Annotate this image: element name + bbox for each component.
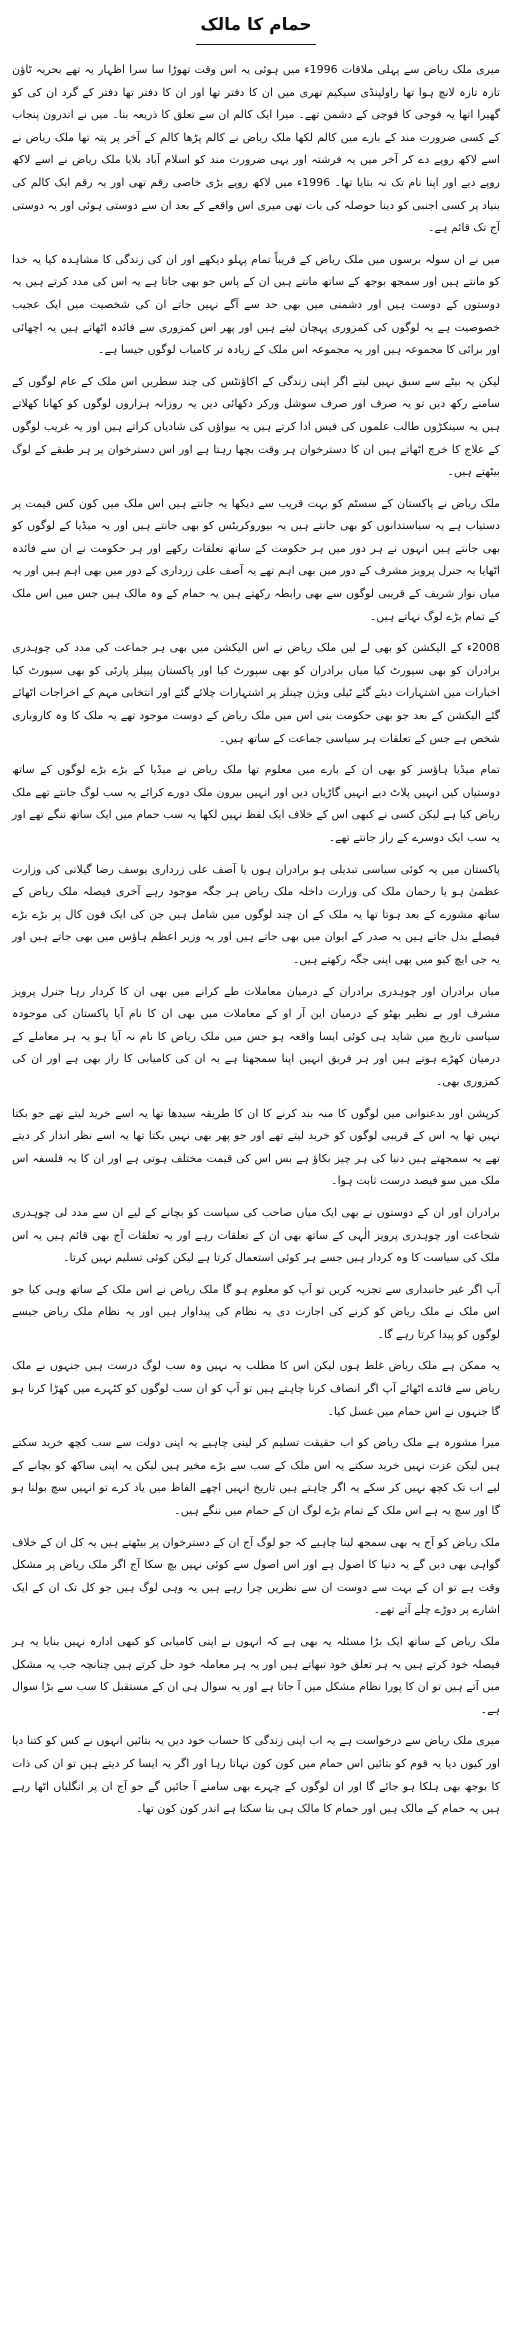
paragraph: پاکستان میں یہ کوئی سیاسی تبدیلی ہو برادران ہوں یا آصف علی زرداری یوسف رضا گیلانی کی وزارت عظمیٰ ہو یا رحمان ملک کی وزارت داخلہ ملک ریاض ہر جگہ موجود رہے آخری فیصلہ ملک ریاض کے ساتھ مشورے کے بعد ہوتا تھا یہ ملک کے ان چند لوگوں میں شامل ہیں جن کی ایک فون کال پر بڑے بڑے فیصلے بدل جاتے ہیں یہ صدر کے ایوان میں بھی جاتے ہیں اور یہ وزیر اعظم ہاؤس میں بھی جاتے ہیں اور یہ جی ایچ کیو میں بھی اپنی جگہ رکھتے ہیں۔ bbox=[12, 862, 500, 966]
paragraph: میرا مشورہ ہے ملک ریاض کو اب حقیقت تسلیم کر لینی چاہیے یہ اپنی دولت سے سب کچھ خرید سکتے ہیں لیکن عزت نہیں خرید سکتے یہ اس ملک کے سب سے بڑے مخیر ہیں لیکن یہ اپنی ساکھ کو بچانے کے لیے اب تک کچھ نہیں کر سکے یہ اگر چاہتے ہیں تاریخ انہیں اچھے الفاظ میں یاد کرے تو انہیں سچ بولنا ہو گا اور سچ یہ ہے اس ملک کے تمام بڑے لوگ ان کے حمام میں ننگے ہیں۔ bbox=[12, 1436, 500, 1518]
paragraph: کرپشن اور بدعنوانی میں لوگوں کا منہ بند کرنے کا ان کا طریقہ سیدھا تھا یہ اسے خرید لیتے تھے جو بکتا نہیں تھا یہ اس کے قریبی لوگوں کو خرید لیتے تھے اور جو پھر بھی نہیں بکتا تھا یہ اسے نظر انداز کر دیتے تھے یہ سمجھتے ہیں دنیا کی ہر چیز بکاؤ ہے بس اس کی قیمت مختلف ہوتی ہے اور ان کا یہ فلسفہ اس ملک میں سو فیصد درست ثابت ہوا۔ bbox=[12, 1106, 500, 1188]
paragraph: ملک ریاض کو آج یہ بھی سمجھ لینا چاہیے کہ جو لوگ آج ان کے دسترخوان پر بیٹھتے ہیں یہ کل ان کے خلاف گواہی بھی دیں گے یہ دنیا کا اصول ہے اور اس اصول سے کوئی نہیں بچ سکا آج اگر ملک ریاض پر مشکل وقت ہے تو ان کے بہت سے دوست ان سے نظریں چرا رہے ہیں یہ وہی لوگ ہیں جو کل تک ان کے ایک اشارے پر دوڑے چلے آتے تھے۔ bbox=[12, 1535, 500, 1617]
paragraph: ملک ریاض کے ساتھ ایک بڑا مسئلہ یہ بھی ہے کہ انہوں نے اپنی کامیابی کو کبھی ادارہ نہیں بنایا یہ ہر فیصلہ خود کرتے ہیں یہ ہر تعلق خود نبھاتے ہیں اور یہ ہر معاملہ خود حل کرتے ہیں چنانچہ جب یہ مشکل میں آتے ہیں تو ان کا پورا نظام مشکل میں آ جاتا ہے اور یہ سوال ہی ان کے مستقبل کا سب سے بڑا سوال ہے۔ bbox=[12, 1635, 500, 1716]
paragraph: تمام میڈیا ہاؤسز کو بھی ان کے بارے میں معلوم تھا ملک ریاض نے میڈیا کے بڑے بڑے لوگوں کے ساتھ دوستیاں کیں انہیں پلاٹ دیے انہیں گاڑیاں دیں اور انہیں بیرون ملک دورے کرائے یہ سب لوگ جانتے تھے ملک ریاض کیا ہے لیکن کسی نے کبھی اس کے خلاف ایک لفظ نہیں لکھا یہ سب حمام میں ایک ساتھ ننگے تھے اور یہ سب ایک دوسرے کے راز جانتے تھے۔ bbox=[12, 763, 500, 844]
paragraph: آپ اگر غیر جانبداری سے تجزیہ کریں تو آپ کو معلوم ہو گا ملک ریاض نے اس ملک کے ساتھ وہی کیا جو اس ملک نے ملک ریاض کو کرنے کی اجازت دی یہ نظام کی پیداوار ہیں اور یہ نظام ملک ریاض جیسے لوگوں کو پیدا کرتا رہے گا۔ bbox=[12, 1282, 500, 1341]
paragraph: برادران اور ان کے دوستوں نے بھی ایک میاں صاحب کی سیاست کو بچانے کے لیے ان سے مدد لی چوہدری شجاعت اور چوہدری پرویز الٰہی کے ساتھ بھی ان کے تعلقات رہے اور یہ تعلقات آج بھی قائم ہیں یہ اس ملک کی سیاست کا وہ کردار ہیں جسے ہر کوئی استعمال کرتا ہے لیکن کوئی تسلیم نہیں کرتا۔ bbox=[12, 1205, 500, 1265]
paragraph: لیکن یہ بیٹے سے سبق نہیں لیتے اگر اپنی زندگی کے اکاؤنٹس کی چند سطریں اس ملک کے عام لوگوں کے سامنے رکھ دیں تو یہ صرف اور صرف سوشل ورکر دکھائی دیں یہ روزانہ ہزاروں لوگوں کو کھانا کھلاتے ہیں یہ سینکڑوں طالب علموں کی فیس ادا کرتے ہیں یہ بیواؤں کی شادیاں کراتے ہیں اور یہ غریب لوگوں کے علاج کا خرچ اٹھاتے ہیں ان کا دسترخوان ہر وقت بچھا رہتا ہے اور اس دسترخوان پر ہر طبقے کے لوگ بیٹھتے ہیں۔ bbox=[12, 374, 500, 479]
article-title: حمام کا مالک bbox=[200, 15, 312, 35]
paragraph: میں نے ان سولہ برسوں میں ملک ریاض کے قریباً تمام پہلو دیکھے اور ان کی زندگی کا مشاہدہ کیا یہ خدا کو مانتے ہیں اور سمجھ بوجھ کے ساتھ مانتے ہیں ان کے پاس جو بھی جاتا ہے یہ اس کی مدد کرتے ہیں یہ دوستوں کے دوست ہیں اور دشمنی میں بھی حد سے آگے نہیں جاتے ان کی شخصیت میں ایک عجیب خصوصیت ہے یہ لوگوں کی کمزوری پہچان لیتے ہیں اور پھر اس کمزوری سے فائدہ اٹھاتے ہیں یہ اچھائی اور برائی کا مجموعہ ہیں اور یہ مجموعہ اس ملک کے زیادہ تر کامیاب لوگوں جیسا ہے۔ bbox=[12, 252, 500, 357]
paragraph: ملک ریاض نے پاکستان کے سسٹم کو بہت قریب سے دیکھا یہ جانتے ہیں اس ملک میں کون کس قیمت پر دستیاب ہے یہ سیاستدانوں کو بھی جانتے ہیں یہ بیوروکریٹس کو بھی جانتے ہیں اور یہ میڈیا کے لوگوں کو بھی جانتے ہیں انہوں نے ہر دور میں ہر حکومت کے ساتھ تعلقات رکھے اور ہر حکومت نے ان سے فائدہ اٹھایا یہ جنرل پرویز مشرف کے دور میں بھی اہم تھے یہ آصف علی زرداری کے دور میں بھی اہم ہیں اور یہ میاں نواز شریف کے قریبی لوگوں سے بھی رابطہ رکھتے ہیں یہ حمام کے وہ مالک ہیں جس میں اس ملک کے تمام بڑے لوگ نہاتے ہیں۔ bbox=[12, 496, 501, 623]
paragraph: میاں برادران اور چوہدری برادران کے درمیان معاملات طے کرانے میں بھی ان کا کردار رہا جنرل پرویز مشرف اور بے نظیر بھٹو کے درمیان این آر او کے معاملات میں بھی ان کا نام آیا پاکستان کی موجودہ سیاسی تاریخ میں شاید ہی کوئی ایسا واقعہ ہو جس میں ملک ریاض کا نام نہ آیا ہو یہ ہر معاملے کے درمیان کھڑے ہوتے ہیں اور ہر فریق انہیں اپنا سمجھتا ہے یہ ان کی کامیابی کا راز بھی ہے اور ان کی کمزوری بھی۔ bbox=[12, 984, 500, 1088]
paragraph: یہ ممکن ہے ملک ریاض غلط ہوں لیکن اس کا مطلب یہ نہیں وہ سب لوگ درست ہیں جنہوں نے ملک ریاض سے فائدے اٹھائے آپ اگر انصاف کرنا چاہتے ہیں تو آپ کو ان سب لوگوں کو کٹہرے میں کھڑا کرنا ہو گا جنہوں نے اس حمام میں غسل کیا۔ bbox=[12, 1359, 500, 1418]
title-underline bbox=[196, 44, 316, 45]
paragraph: میری ملک ریاض سے پہلی ملاقات 1996ء میں ہوئی یہ اس وقت تھوڑا سا سرا اظہار یہ تھے بحریہ ٹاؤن تازہ تازہ لانچ ہوا تھا راولپنڈی سیکیم تھری میں ان کا دفتر تھا اور ان کا دفتر تھا دفتر کے گرد ان کی کو گھیرا اتھا یہ فوجی کا فوجی کے دشمن تھے۔ میرا ایک کالم ان سے تعلق کا ذریعہ بنا۔ میں نے اندرون پنجاب کے کسی ضرورت مند کے بارے میں کالم لکھا ملک ریاض نے کالم پڑھا کالم کے آخر پر پتہ تھا ملک ریاض نے اسے لاکھ روپے دے کر آخر میں یہ فرشتہ اور یہی ضرورت مند کو اسلام آباد بلایا ملک ریاض نے اسے لاکھ روپے دیے اور اپنا نام تک نہ بتایا تھا۔ 1996ء میں لاکھ روپے بڑی خاصی رقم تھی اور یہ رقم ایک کالم کی بنیاد پر کسی اجنبی کو دینا حوصلہ کی بات تھی میری اس واقعے کے بعد ان سے دوستی ہوئی اور یہ دوستی آج تک قائم ہے۔ bbox=[12, 63, 500, 235]
paragraph: 2008ء کے الیکشن کو بھی لے لیں ملک ریاض نے اس الیکشن میں بھی ہر جماعت کی مدد کی چوہدری برادران کو بھی سپورٹ کیا میاں برادران کو بھی سپورٹ کیا اور پاکستان پیپلز پارٹی کو بھی سپورٹ کیا اخبارات میں اشتہارات دیئے گئے ٹیلی ویژن چینلز پر اشتہارات چلائے گئے اور انتخابی مہم کے اخراجات اٹھائے گئے الیکشن کے بعد جو بھی حکومت بنی اس میں ملک ریاض کے دوست موجود تھے یہ ملک کا وہ کاروباری شخص ہے جس کے تعلقات ہر سیاسی جماعت کے ساتھ ہیں۔ bbox=[12, 641, 500, 745]
paragraph: میری ملک ریاض سے درخواست ہے یہ اب اپنی زندگی کا حساب خود دیں یہ بتائیں انہوں نے کس کو کتنا دیا اور کیوں دیا یہ قوم کو بتائیں اس حمام میں کون کون نہاتا رہا اور اگر یہ ایسا کر دیتے ہیں تو ان کی ذات کا بوجھ بھی ہلکا ہو جائے گا اور ان لوگوں کے چہرے بھی سامنے آ جائیں گے جو آج ان پر انگلیاں اٹھا رہے ہیں یہ حمام کے مالک ہیں اور حمام کا مالک ہی بتا سکتا ہے اندر کون کون تھا۔ bbox=[12, 1734, 500, 1816]
article-body bbox=[12, 59, 500, 1821]
article-column bbox=[12, 0, 500, 2327]
